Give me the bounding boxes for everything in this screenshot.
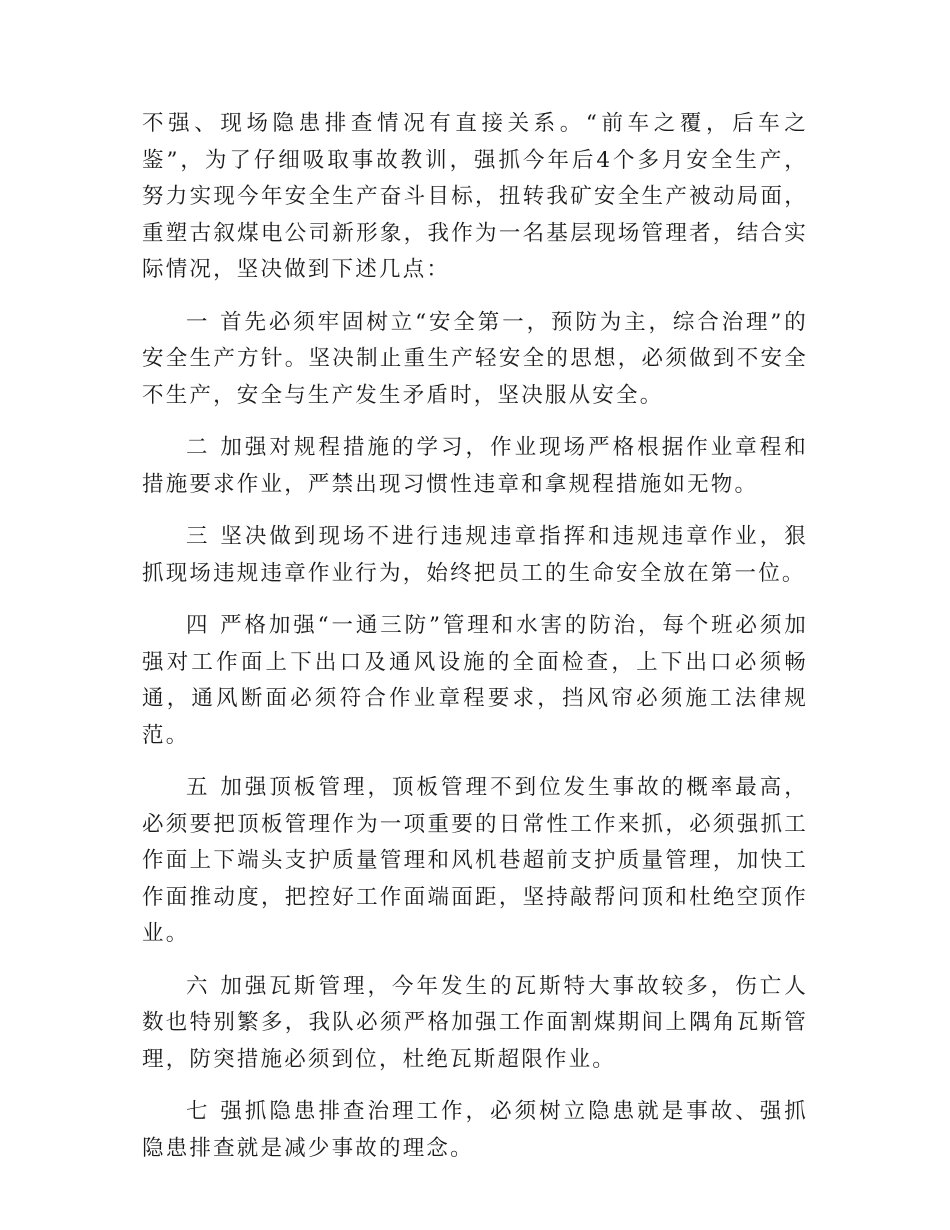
paragraph-item-6: 六 加强瓦斯管理，今年发生的瓦斯特大事故较多，伤亡人数也特别繁多，我队必须严格加强工作面割煤期间上隅角瓦斯管理，防突措施必须到位，杜绝瓦斯超限作业。 xyxy=(142,973,808,1072)
paragraph-item-3: 三 坚决做到现场不进行违规违章指挥和违规违章作业，狠抓现场违规违章作业行为，始终把员工的生命安全放在第一位。 xyxy=(142,524,808,586)
paragraph-intro: 不强、现场隐患排查情况有直接关系。“前车之覆，后车之鉴”，为了仔细吸取事故教训，强抓今年后4个多月安全生产，努力实现今年安全生产奋斗目标，扭转我矿安全生产被动局面，重塑古叙煤电公司新形象，我作为一名基层现场管理者，结合实际情况，坚决做到下述几点： xyxy=(142,111,808,282)
document-body xyxy=(142,106,808,1183)
paragraph-item-2: 二 加强对规程措施的学习，作业现场严格根据作业章程和措施要求作业，严禁出现习惯性违章和拿规程措施如无物。 xyxy=(142,435,808,497)
paragraph-item-7: 七 强抓隐患排查治理工作，必须树立隐患就是事故、强抓隐患排查就是减少事故的理念。 xyxy=(142,1099,808,1161)
paragraph-item-5: 五 加强顶板管理，顶板管理不到位发生事故的概率最高，必须要把顶板管理作为一项重要的日常性工作来抓，必须强抓工作面上下端头支护质量管理和风机巷超前支护质量管理，加快工作面推动度，把控好工作面端面距，坚持敲帮问顶和杜绝空顶作业。 xyxy=(142,775,808,946)
paragraph-item-1: 一 首先必须牢固树立“安全第一，预防为主，综合治理”的安全生产方针。坚决制止重生产轻安全的思想，必须做到不安全不生产，安全与生产发生矛盾时，坚决服从安全。 xyxy=(142,309,808,408)
paragraph-item-4: 四 严格加强“一通三防”管理和水害的防治，每个班必须加强对工作面上下出口及通风设施的全面检查，上下出口必须畅通，通风断面必须符合作业章程要求，挡风帘必须施工法律规范。 xyxy=(142,613,808,748)
